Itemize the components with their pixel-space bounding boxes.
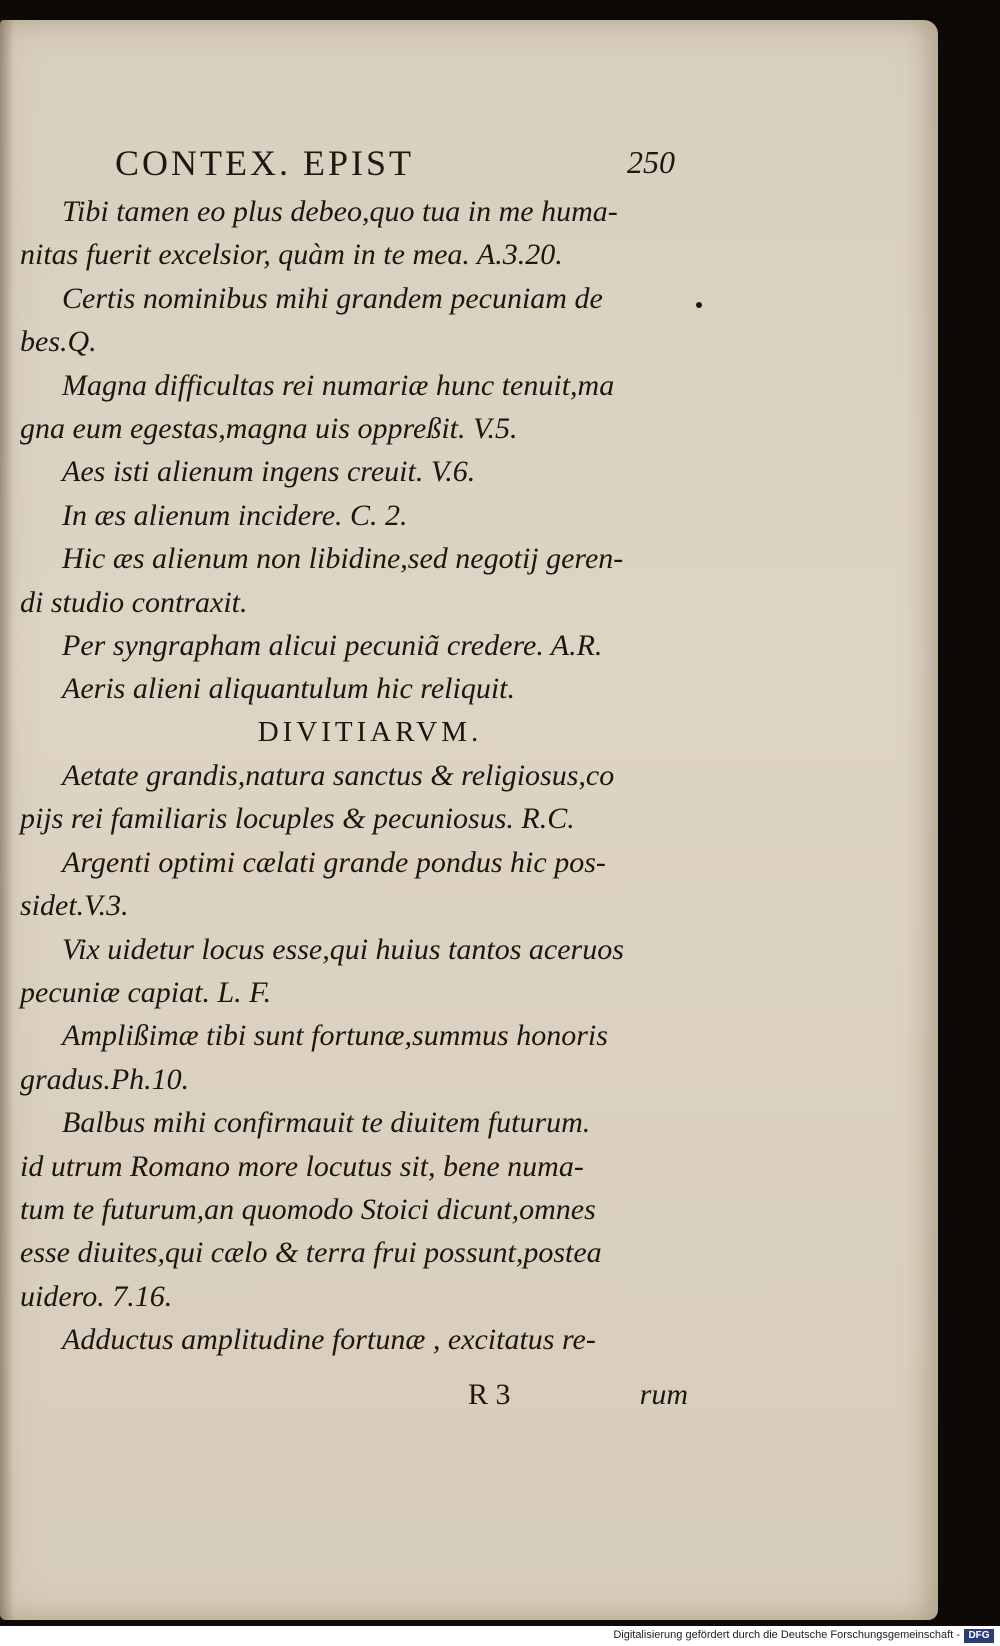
text-line: Balbus mihi confirmauit te diuitem futurum. [62,1106,591,1140]
text-line: uidero. 7.16. [20,1279,173,1313]
text-line: Per syngrapham alicui pecuniã credere. A.R. [62,628,603,662]
text-line: tum te futurum,an quomodo Stoici dicunt,omnes [20,1192,596,1226]
text-line: di studio contraxit. [20,585,248,619]
catchword: rum [639,1378,688,1411]
digitization-footer [0,1626,1000,1646]
text-line: Argenti optimi cælati grande pondus hic pos- [62,845,606,879]
funding-credit: Digitalisierung gefördert durch die Deutsche Forschungsgemeinschaft - [613,1629,960,1641]
text-line: bes.Q. [20,325,97,359]
dfg-logo: DFG [964,1629,994,1643]
text-line: gna eum egestas,magna uis oppreßit. V.5. [20,411,518,445]
text-line: Amplißimæ tibi sunt fortunæ,summus honoris [62,1019,608,1053]
text-line: Aetate grandis,natura sanctus & religiosus,co [62,759,615,793]
text-line: Vix uidetur locus esse,qui huius tantos aceruos [62,932,624,966]
text-line: Certis nominibus mihi grandem pecuniam de [62,281,603,315]
catchline [448,1378,688,1418]
text-line: In æs alienum incidere. C. 2. [62,498,408,532]
section-heading: DIVITIARVM. [257,715,483,748]
page-header [115,142,675,188]
text-line: Aeris alieni aliquantulum hic reliquit. [62,672,516,706]
text-line: Tibi tamen eo plus debeo,quo tua in me huma- [62,195,618,228]
text-line: Adductus amplitudine fortunæ , excitatus re- [62,1323,596,1357]
book-page [0,20,938,1620]
text-line: sidet.V.3. [20,889,129,923]
text-line: nitas fuerit excelsior, quàm in te mea. A.3.20. [20,238,563,272]
margin-mark [696,302,702,308]
text-line: pecuniæ capiat. L. F. [20,976,272,1010]
text-line: gradus.Ph.10. [20,1062,190,1096]
signature-mark: R 3 [468,1378,511,1411]
text-line: esse diuites,qui cælo & terra frui possunt,postea [20,1236,602,1270]
text-line: pijs rei familiaris locuples & pecuniosus. R.C. [20,802,575,836]
text-line: Magna difficultas rei numariæ hunc tenuit,ma [62,368,615,402]
text-line: Hic æs alienum non libidine,sed negotij geren- [62,542,624,576]
page-number: 250 [627,144,675,180]
text-line: Aes isti alienum ingens creuit. V.6. [62,455,476,489]
text-block [20,190,690,1362]
text-line: id utrum Romano more locutus sit, bene numa- [20,1149,584,1183]
running-head: CONTEX. EPIST [115,143,414,183]
